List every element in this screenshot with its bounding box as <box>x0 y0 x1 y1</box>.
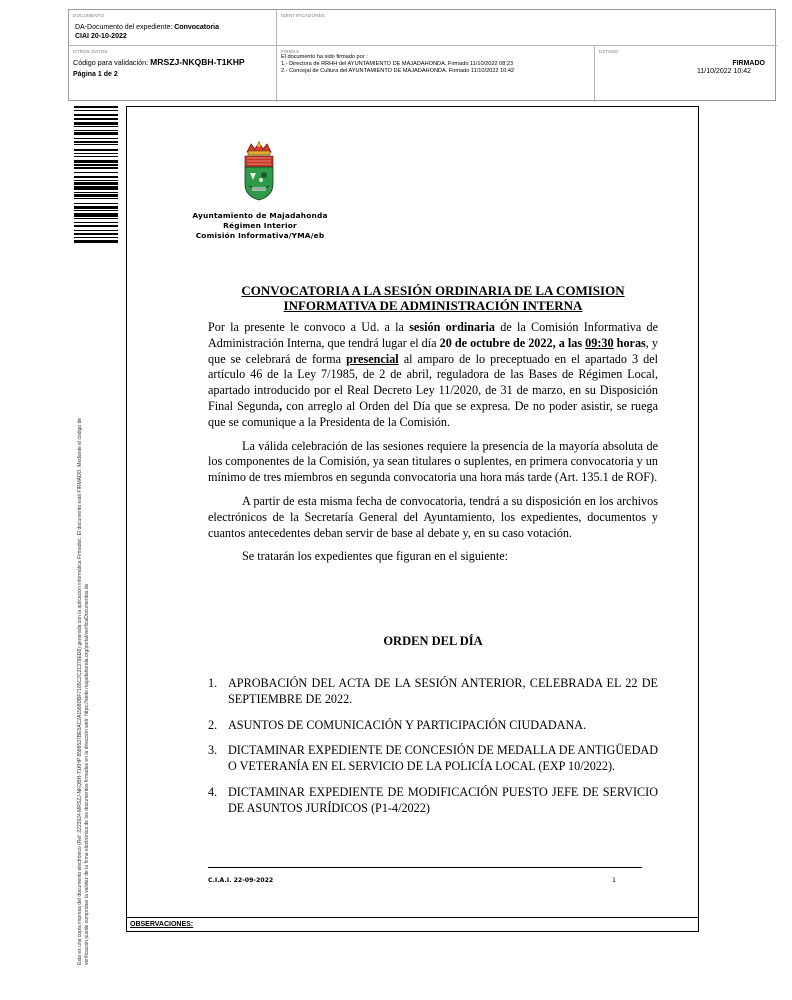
documento-name: DA-Documento del expediente: Convocatoria <box>75 24 219 31</box>
paragraph-disposicion: A partir de esta misma fecha de convocatoria, tendrá a su disposición en los archivos electrónicos de la Secretaría General del Ayuntamiento, los expedientes, documentos y cuantos antecedentes deban servir de base al debate y, en su caso votación. <box>208 493 658 540</box>
firmas-cell <box>277 46 595 102</box>
agenda-item: 2. ASUNTOS DE COMUNICACIÓN Y PARTICIPACIÓN CIUDADANA. <box>208 717 587 732</box>
page-count: Página 1 de 2 <box>73 71 118 78</box>
otros-datos-cell <box>69 46 277 102</box>
footer-page-number: 1 <box>612 877 616 884</box>
barcode-stripe <box>74 243 118 244</box>
agenda-item: 3. DICTAMINAR EXPEDIENTE DE CONCESIÓN DE MEDALLA DE ANTIGÜEDAD O VETERANÍA EN EL SERVICIO DE LA POLICÍA LOCAL (EXP 10/2022). <box>208 743 658 774</box>
document-header <box>68 9 776 101</box>
org-department: Régimen Interior <box>223 221 297 230</box>
paragraph-expedientes: Se tratarán los expedientes que figuran en el siguiente: <box>242 549 509 564</box>
observaciones-bar <box>127 917 698 931</box>
org-reference: Comisión Informativa/YMA/eb <box>195 231 325 240</box>
firmas-intro: El documento ha sido firmado por : <box>281 54 368 60</box>
document-body <box>208 320 658 573</box>
estado-label: ESTADO <box>599 49 619 54</box>
agenda-list <box>208 676 658 827</box>
coat-of-arms-logo <box>237 140 281 204</box>
side-text-line-1: Esta es una copia impresa del documento electrónico (Ref: 2223924 MRSZJ-NKQBH-T1KHP 8588537BE5AC2A1588DBF7185C2C21379ED8) generada con la aplicación informática Firmadoc. El documento está FIRMADO. Mediante el código de <box>77 417 83 965</box>
agenda-item: 4. DICTAMINAR EXPEDIENTE DE MODIFICACIÓN PUESTO JEFE DE SERVICIO DE ASUNTOS JURÍDICOS (P1-4/2022) <box>208 784 658 815</box>
org-name: Ayuntamiento de Majadahonda <box>192 211 328 220</box>
orden-del-dia-heading: ORDEN DEL DÍA <box>383 634 483 648</box>
estado-value: FIRMADO <box>732 60 765 67</box>
identificadores-label: IDENTIFICADORES <box>281 13 326 18</box>
firma-1: 1.- Directora de RRHH del AYUNTAMIENTO DE MAJADAHONDA. Firmado 11/10/2022 08:23 <box>281 61 514 67</box>
documento-label: DOCUMENTO <box>73 13 105 18</box>
document-title <box>208 283 658 313</box>
documento-code: CIAI 20-10-2022 <box>75 33 127 40</box>
title-line-1: CONVOCATORIA A LA SESIÓN ORDINARIA DE LA COMISION <box>241 283 625 298</box>
side-text-line-2: verificación puede comprobar la validez de la firma electrónica de los documentos firmados en la dirección web: https://sede.majadahonda.org/portal/verificaDocumentos.do <box>84 583 90 965</box>
paragraph-quorum: La válida celebración de las sesiones requiere la presencia de la mayoría absoluta de los componentes de la Comisión, ya sean titulares o suplentes, en primera convocatoria y un mínimo de tres miembros en segunda convocatoria una hora más tarde (Art. 135.1 de ROF). <box>208 438 658 485</box>
observaciones-label: OBSERVACIONES: <box>130 921 194 928</box>
validation-code: Código para validación: MRSZJ-NKQBH-T1KHP <box>73 57 245 67</box>
estado-cell <box>595 46 777 102</box>
paragraph-convocatoria: Por la presente le convoco a Ud. a la sesión ordinaria de la Comisión Informativa de Administración Interna, que tendrá lugar el día 20 de octubre de 2022, a las 09:30 horas, y que se celebrará de forma presencial al amparo de lo preceptuado en el apartado 3 del artículo 46 de la Ley 7/1985, de 2 de abril, reguladora de las Bases de Régimen Local, apartado introducido por el Real Decreto Ley 11/2020, de 31 de marzo, en su Disposición Final Segunda, con arreglo al Orden del Día que se expresa. De no poder asistir, se ruega que se comunique a la Presidenta de la Comisión. <box>208 320 658 429</box>
organization-block <box>180 211 340 241</box>
firma-2: 2.- Concejal de Cultura del AYUNTAMIENTO DE MAJADAHONDA. Firmado 11/10/2022 10:42 <box>281 68 515 74</box>
firmas-label: FIRMAS <box>281 49 300 54</box>
otros-datos-label: OTROS DATOS <box>73 49 108 54</box>
agenda-item: 1. APROBACIÓN DEL ACTA DE LA SESIÓN ANTERIOR, CELEBRADA EL 22 DE SEPTIEMBRE DE 2022. <box>208 676 658 706</box>
side-verification-text <box>77 285 91 965</box>
footer-divider <box>208 867 642 868</box>
documento-cell <box>69 10 277 46</box>
estado-date: 11/10/2022 10:42 <box>697 68 751 75</box>
barcode-image <box>74 106 118 284</box>
title-line-2: INFORMATIVA DE ADMINISTRACIÓN INTERNA <box>283 298 583 313</box>
identificadores-cell <box>277 10 777 46</box>
footer-reference: C.I.A.I. 22-09-2022 <box>208 877 274 884</box>
